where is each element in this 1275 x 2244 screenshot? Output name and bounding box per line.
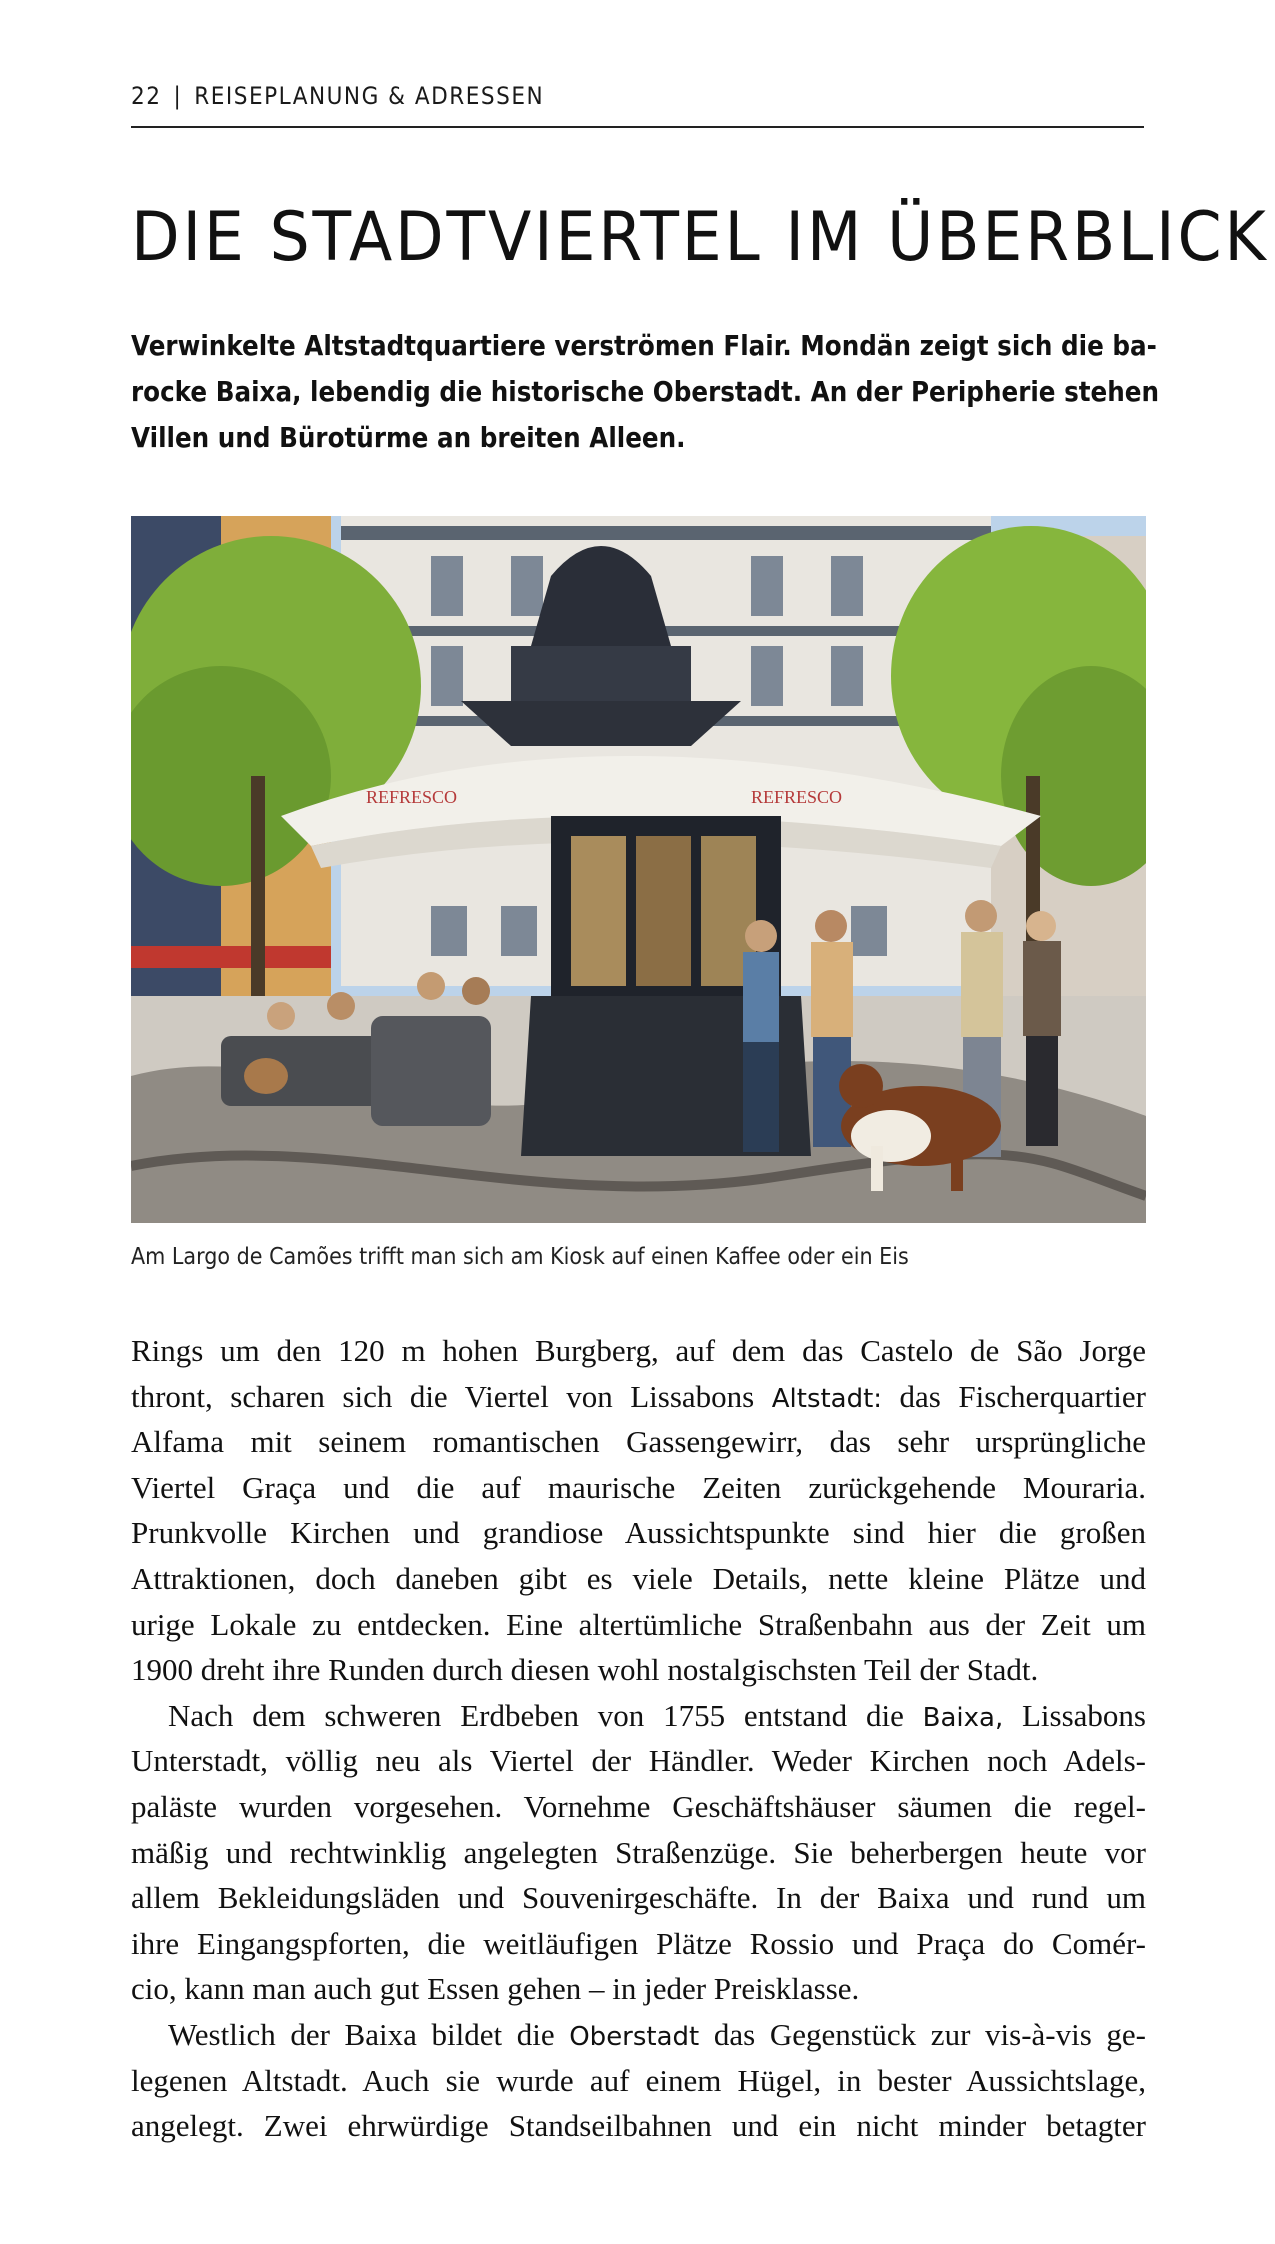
- body-line: 1900 dreht ihre Runden durch diesen wohl nostalgischsten Teil der Stadt.: [131, 1652, 1039, 1688]
- sign-text-left: REFRESCO: [366, 787, 458, 807]
- body-line: paläste wurden vorgesehen. Vornehme Geschäftshäuser säumen die regel-: [131, 1788, 1146, 1824]
- body-line: Rings um den 120 m hohen Burgberg, auf dem das Castelo de São Jorge: [131, 1333, 1146, 1368]
- sign-text-right: REFRESCO: [751, 787, 843, 807]
- body-line: angelegt. Zwei ehrwürdige Standseilbahnen und ein nicht minder betagter: [131, 2108, 1146, 2144]
- text-run: thront, scharen sich die Viertel von Lissabons: [131, 1378, 772, 1414]
- body-line: legenen Altstadt. Auch sie wurde auf einem Hügel, in bester Aussichtslage,: [131, 2062, 1146, 2098]
- text-run: Westlich der Baixa bildet die: [168, 2016, 570, 2052]
- body-line: Viertel Graça und die auf maurische Zeiten zurückgehende Mouraria.: [131, 1469, 1146, 1505]
- lead-paragraph: [131, 323, 1160, 461]
- lead-line: rocke Baixa, lebendig die historische Oberstadt. An der Peripherie stehen: [131, 375, 1160, 408]
- body-line: Prunkvolle Kirchen und grandiose Aussichtspunkte sind hier die großen: [131, 1515, 1146, 1551]
- body-line: Unterstadt, völlig neu als Viertel der Händler. Weder Kirchen noch Adels-: [131, 1743, 1146, 1779]
- body-line: cio, kann man auch gut Essen gehen – in jeder Preisklasse.: [131, 1971, 860, 2007]
- kiosk-photo: [131, 516, 1146, 1223]
- page-number: 22: [131, 82, 162, 110]
- section-title: REISEPLANUNG & ADRESSEN: [194, 82, 545, 110]
- photo-caption: Am Largo de Camões trifft man sich am Kiosk auf einen Kaffee oder ein Eis: [131, 1244, 909, 1270]
- keyword-oberstadt: Oberstadt: [569, 2021, 700, 2052]
- body-line: [131, 2012, 1146, 2058]
- text-run: Lissabons: [1003, 1697, 1146, 1733]
- text-run: das Fischerquartier: [882, 1378, 1146, 1414]
- lead-line: Verwinkelte Altstadtquartiere verströmen Flair. Mondän zeigt sich die ba-: [131, 329, 1157, 362]
- text-run: das Gegenstück zur vis-à-vis ge-: [699, 2016, 1146, 2052]
- text-run: Nach dem schweren Erdbeben von 1755 entstand die: [168, 1697, 923, 1733]
- body-line: [131, 1374, 1146, 1420]
- body-line: ihre Eingangspforten, die weitläufigen Plätze Rossio und Praça do Comér-: [131, 1925, 1146, 1961]
- body-line: mäßig und rechtwinklig angelegten Straßenzüge. Sie beherbergen heute vor: [131, 1834, 1146, 1870]
- body-line: [131, 1693, 1146, 1739]
- body-line: allem Bekleidungsläden und Souvenirgeschäfte. In der Baixa und rund um: [131, 1880, 1146, 1916]
- body-text: [131, 1328, 1146, 2149]
- keyword-altstadt: Altstadt:: [771, 1383, 883, 1414]
- lead-line: Villen und Bürotürme an breiten Alleen.: [131, 421, 686, 454]
- keyword-baixa: Baixa,: [922, 1702, 1004, 1733]
- body-line: Alfama mit seinem romantischen Gassengewirr, das sehr ursprüngliche: [131, 1424, 1146, 1460]
- body-line: urige Lokale zu entdecken. Eine altertümliche Straßenbahn aus der Zeit um: [131, 1606, 1146, 1642]
- page-title: DIE STADTVIERTEL IM ÜBERBLICK: [131, 198, 1269, 277]
- header-separator: |: [173, 82, 183, 110]
- body-line: Attraktionen, doch daneben gibt es viele Details, nette kleine Plätze und: [131, 1560, 1146, 1596]
- running-header: [131, 82, 1144, 128]
